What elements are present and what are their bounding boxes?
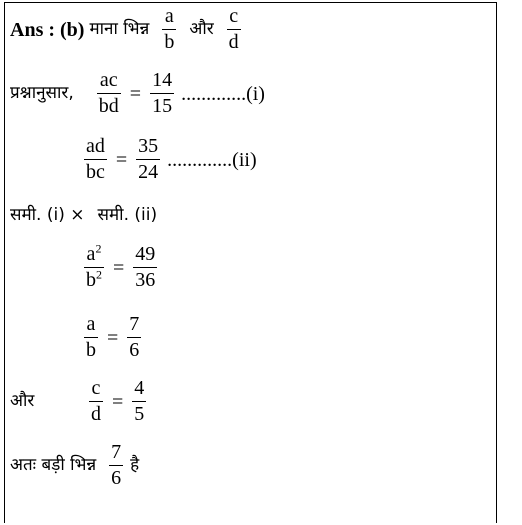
fraction-denominator: 24 [138,161,159,183]
fraction-numerator: 14 [152,69,173,91]
fraction-denominator: $b^2$ [86,267,102,291]
equation-ii-ref: समी. (ii) [97,205,158,225]
fraction-bar [97,93,121,94]
fraction-numerator: 49 [135,243,156,265]
fraction-14-15 [150,70,174,117]
fraction-bar [109,465,123,466]
equals-sign: = [113,256,125,279]
fraction-numerator: a [86,313,96,335]
fraction-denominator: 6 [111,467,122,489]
fraction-bar [136,159,160,160]
equals-sign: = [129,82,142,105]
equals-sign: = [115,148,128,171]
fraction-denominator: bd [98,95,119,117]
fraction-49-36 [133,244,157,291]
multiply-equations-line [10,204,157,224]
fraction-c-d [227,6,241,53]
conclusion-text: अतः बड़ी भिन्न [10,455,97,475]
a-over-b-line [82,314,143,361]
fraction-bar [132,401,146,402]
fraction-bar [150,93,174,94]
fraction-bar [227,29,241,30]
fraction-bar [127,337,141,338]
fraction-numerator: 4 [134,377,145,399]
and-label: और [10,391,35,411]
equals-sign: = [107,326,119,349]
fraction-7-6-answer [109,442,123,489]
fraction-a2-b2 [84,241,104,291]
fraction-numerator: c [229,5,239,27]
equation-tag-i: .............(i) [181,82,265,105]
fraction-numerator: 7 [111,441,122,463]
equation-ii-line [82,136,257,183]
fraction-bar [89,401,103,402]
c-over-d-line [10,378,148,425]
exponent: 2 [96,267,102,282]
fraction-denominator: bc [86,161,105,183]
fraction-denominator: b [164,31,175,53]
fraction-bar [162,29,176,30]
equation-tag-ii: .............(ii) [167,148,257,171]
equation-i-line [10,70,265,117]
fraction-denominator: d [91,403,101,425]
is-text: है [130,455,140,475]
fraction-numerator: $a^2$ [86,241,102,265]
fraction-35-24 [136,136,160,183]
fraction-numerator: ac [99,69,118,91]
fraction-denominator: d [228,31,239,53]
according-to-question-text: प्रश्नानुसार, [10,83,74,103]
intro-text: माना भिन्न [89,19,150,39]
fraction-4-5 [132,378,146,425]
fraction-numerator: 35 [138,135,159,157]
fraction-a-b [162,6,176,53]
fraction-c-d-result [89,378,103,425]
squared-ratio-line [82,241,159,291]
exponent: 2 [95,241,102,256]
fraction-7-6 [127,314,141,361]
fraction-numerator: ad [86,135,105,157]
fraction-bar [133,267,157,268]
answer-intro-line [10,6,243,53]
fraction-denominator: 6 [129,339,140,361]
fraction-a-b-result [84,314,98,361]
fraction-denominator: b [86,339,96,361]
fraction-bar [84,337,98,338]
conclusion-line [10,442,139,489]
fraction-numerator: c [91,377,101,399]
fraction-ad-bc [84,136,107,183]
multiply-text: समी. (i) × [10,205,85,225]
fraction-ac-bd [97,70,121,117]
fraction-denominator: 5 [134,403,145,425]
answer-label: Ans : (b) [10,18,85,41]
fraction-bar [84,159,107,160]
and-text: और [189,19,214,39]
fraction-denominator: 15 [152,95,173,117]
fraction-denominator: 36 [135,269,156,291]
fraction-numerator: 7 [129,313,140,335]
fraction-numerator: a [164,5,174,27]
equals-sign: = [112,390,124,413]
